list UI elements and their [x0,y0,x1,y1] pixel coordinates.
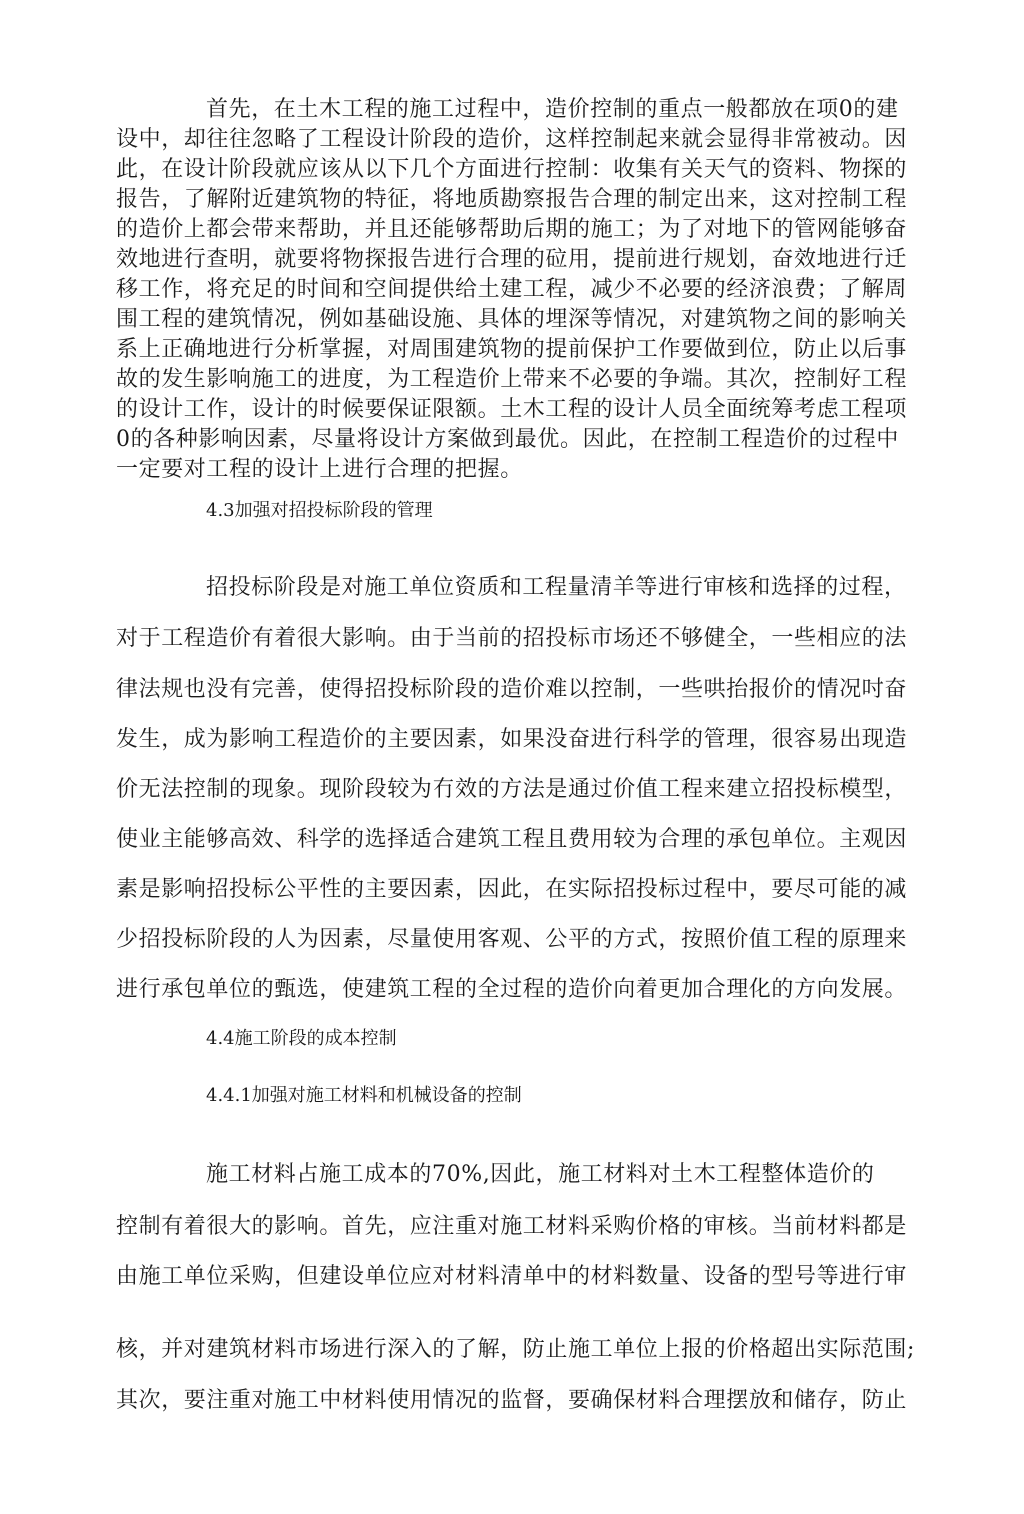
text-line: 报告，了解附近建筑物的特征，将地质勘察报告合理的制定出来，这对控制工程 [116,187,908,212]
section-heading-4-4-1: 4.4.1加强对施工材料和机械设备的控制 [206,1085,522,1106]
text-line: 的设计工作，设计的时候要保证限额。土木工程的设计人员全面统筹考虑工程项 [116,397,908,422]
text-line: 故的发生影响施工的进度，为工程造价上带来不必要的争端。其次，控制好工程 [116,367,908,392]
text-line: 价无法控制的现象。现阶段较为冇效的方法是通过价值工程来建立招投标模型， [116,777,908,802]
text-line: 核，并对建筑材料市场进行深入的了解，防止施工单位上报的价格超出实际范围; [116,1337,916,1362]
text-line: 0的各种影响因素，尽量将设计方案做到最优。因此，在控制工程造价的过程中 [116,427,899,452]
section-heading-4-3: 4.3加强对招投标阶段的管理 [206,500,433,521]
text-line: 其次，要注重对施工中材料使用情况的监督，要确保材料合理摆放和储存，防止 [116,1388,908,1413]
text-line: 的造价上都会带来帮助，并且还能够帮助后期的施工；为了对地下的管网能够奋 [116,217,908,242]
text-line: 围工程的建筑情况，例如基础设施、具体的埋深等情况，对建筑物之间的影响关 [116,307,908,332]
text-line: 律法规也没有完善，使得招投标阶段的造价难以控制，一些哄抬报价的情况吋奋 [116,677,908,702]
text-line: 系上正确地进行分析掌握，对周围建筑物的提前保护工作要做到位，防止以后事 [116,337,908,362]
text-line: 少招投标阶段的人为因素，尽量使用客观、公平的方式，按照价值工程的原理来 [116,927,908,952]
text-line: 由施工单位采购，但建设单位应对材料清单中的材料数量、设备的型号等进行审 [116,1264,908,1289]
text-line: 移工作，将充足的时间和空间提供给土建工程，减少不必要的经济浪费；了解周 [116,277,908,302]
text-line: 发生，成为影响工程造价的主要因素，如果没奋进行科学的管理，很容易出现造 [116,727,908,752]
text-line: 设中，却往往忽略了工程设计阶段的造价，这样控制起来就会显得非常被动。因 [116,127,908,152]
text-line: 素是影响招投标公平性的主要因素，因此，在实际招投标过程中，要尽可能的减 [116,877,908,902]
text-line: 对于工程造价有着很大影响。由于当前的招投标市场还不够健全，一些相应的法 [116,626,908,651]
text-line: 效地进行查明，就要将物探报告进行合理的砬用，提前进行规划，奋效地进行迁 [116,247,908,272]
text-line: 此，在设计阶段就应该从以下几个方面进行控制：收集有关天气的资料、物探的 [116,157,908,182]
text-line: 进行承包单位的甄选，使建筑工程的全过程的造价向着更加合理化的方向发展。 [116,977,908,1002]
section-heading-4-4: 4.4施工阶段的成本控制 [206,1028,397,1049]
text-line: 一定要对工程的设计上进行合理的把握。 [116,457,523,482]
text-line: 施工材料占施工成本的70%,因此，施工材料对土木工程整体造价的 [206,1162,875,1187]
text-line: 首先，在土木工程的施工过程中，造价控制的重点一般都放在项0的建 [206,97,899,122]
text-line: 控制有着很大的影响。首先，应注重对施工材料采购价格的审核。当前材料都是 [116,1214,908,1239]
text-line: 使业主能够高效、科学的选择适合建筑工程且费用较为合理的承包单位。主观因 [116,827,908,852]
text-line: 招投标阶段是对施工单位资质和工程量清羊等进行审核和选择的过程， [206,575,907,600]
